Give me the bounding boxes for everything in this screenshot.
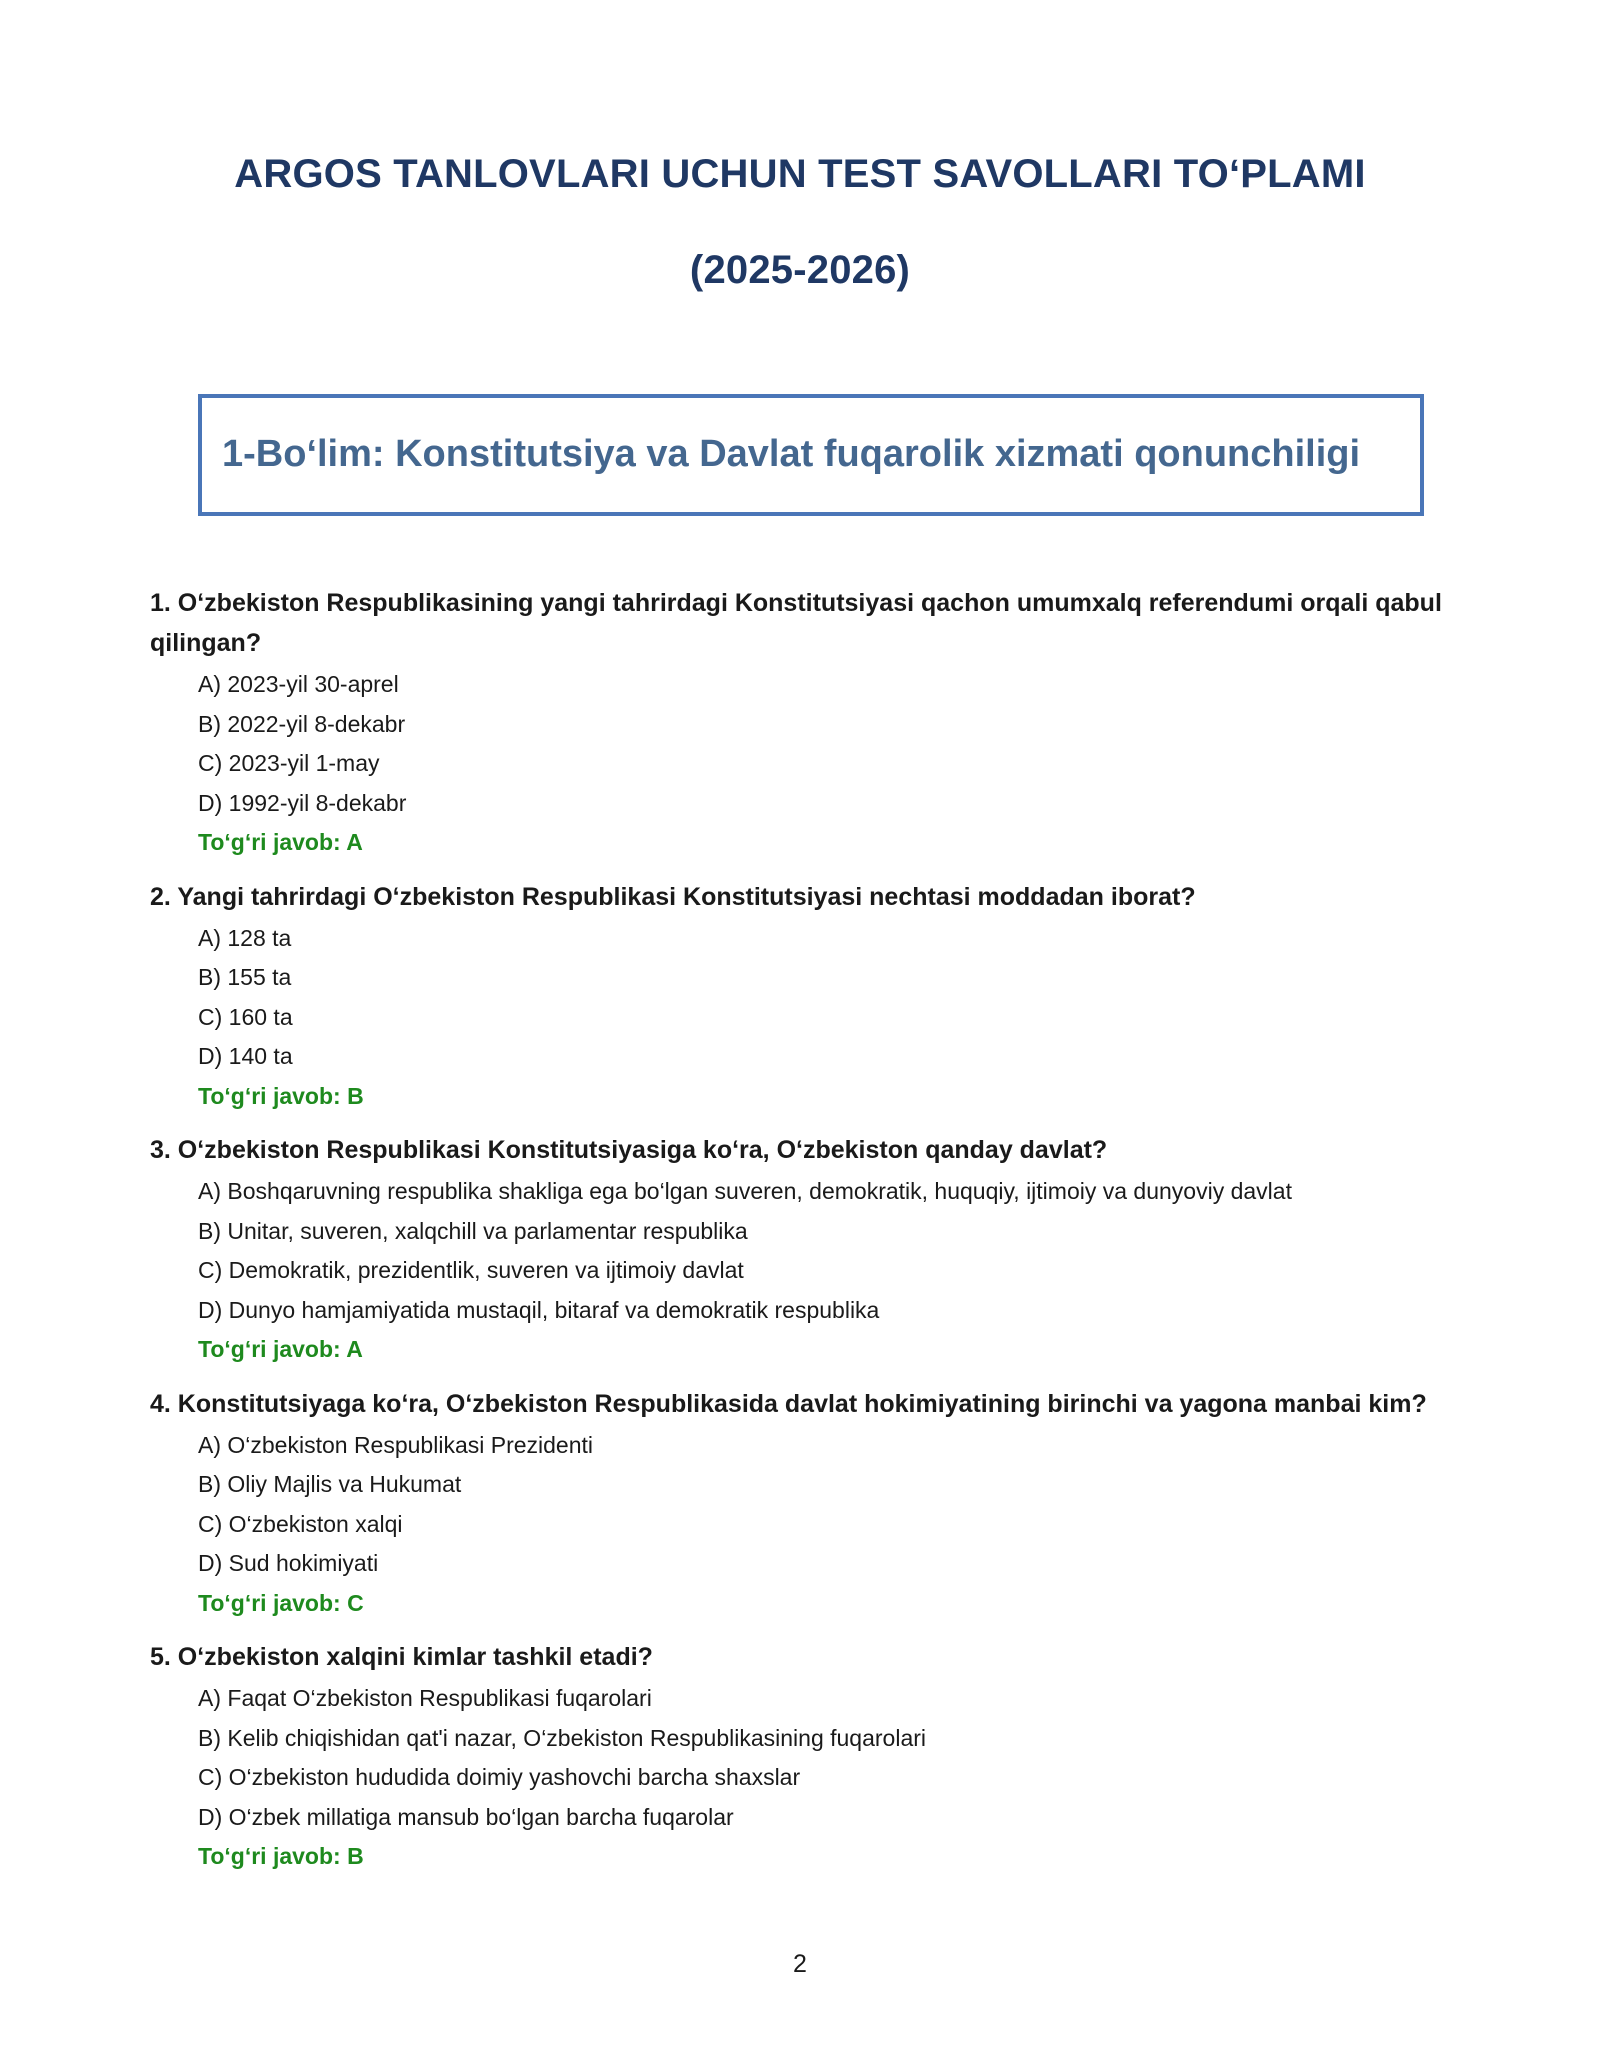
document-title: ARGOS TANLOVLARI UCHUN TEST SAVOLLARI TO‘PLAMI bbox=[234, 152, 1366, 196]
question-item bbox=[150, 583, 1450, 863]
answer-option: A) Faqat O‘zbekiston Respublikasi fuqarolari bbox=[198, 1685, 652, 1711]
answer-option: B) Oliy Majlis va Hukumat bbox=[198, 1471, 462, 1497]
answer-option: D) O‘zbek millatiga mansub bo‘lgan barcha fuqarolar bbox=[198, 1803, 734, 1830]
question-text: 4. Konstitutsiyaga ko‘ra, O‘zbekiston Respublikasida davlat hokimiyatining birinchi va yagona manbai kim? bbox=[150, 1389, 1427, 1418]
correct-answer: To‘g‘ri javob: A bbox=[198, 1336, 363, 1362]
answer-option: C) 2023-yil 1-may bbox=[198, 750, 380, 776]
section-header-box bbox=[198, 394, 1424, 516]
correct-answer: To‘g‘ri javob: B bbox=[198, 1082, 364, 1109]
answer-option: C) O‘zbekiston hududida doimiy yashovchi barcha shaxslar bbox=[198, 1764, 801, 1790]
question-item bbox=[150, 877, 1450, 1117]
answer-option: A) 2023-yil 30-aprel bbox=[198, 671, 399, 697]
page-number: 2 bbox=[793, 1950, 807, 1978]
question-text: 3. O‘zbekiston Respublikasi Konstitutsiyasiga ko‘ra, O‘zbekiston qanday davlat? bbox=[150, 1136, 1108, 1164]
answer-option: B) 155 ta bbox=[198, 964, 292, 990]
answer-option: D) 1992-yil 8-dekabr bbox=[198, 789, 407, 816]
question-text: 2. Yangi tahrirdagi O‘zbekiston Respublikasi Konstitutsiyasi nechtasi moddadan iborat? bbox=[150, 882, 1196, 911]
answer-option: D) Sud hokimiyati bbox=[198, 1550, 379, 1576]
question-item bbox=[150, 1384, 1450, 1624]
question-item bbox=[150, 1130, 1450, 1370]
section-title: 1-Bo‘lim: Konstitutsiya va Davlat fuqarolik xizmati qonunchiligi bbox=[222, 433, 1361, 475]
answer-option: C) 160 ta bbox=[198, 1003, 293, 1030]
correct-answer: To‘g‘ri javob: C bbox=[198, 1589, 364, 1616]
question-list bbox=[150, 583, 1450, 1877]
correct-answer: To‘g‘ri javob: B bbox=[198, 1843, 364, 1869]
answer-option: A) O‘zbekiston Respublikasi Prezidenti bbox=[198, 1431, 594, 1458]
answer-option: B) Unitar, suveren, xalqchill va parlamentar respublika bbox=[198, 1217, 748, 1244]
document-year-range: (2025-2026) bbox=[689, 248, 911, 292]
answer-option: B) Kelib chiqishidan qat'i nazar, O‘zbekiston Respublikasining fuqarolari bbox=[198, 1724, 927, 1751]
answer-option: B) 2022-yil 8-dekabr bbox=[198, 710, 406, 737]
answer-option: D) 140 ta bbox=[198, 1043, 293, 1069]
answer-option: A) Boshqaruvning respublika shakliga ega bo‘lgan suveren, demokratik, huquqiy, ijtimoiy va dunyoviy davlat bbox=[198, 1178, 1292, 1204]
answer-option: C) Demokratik, prezidentlik, suveren va ijtimoiy davlat bbox=[198, 1257, 744, 1283]
question-text: 5. O‘zbekiston xalqini kimlar tashkil etadi? bbox=[150, 1643, 653, 1671]
question-item bbox=[150, 1637, 1450, 1877]
answer-option: C) O‘zbekiston xalqi bbox=[198, 1510, 403, 1537]
correct-answer: To‘g‘ri javob: A bbox=[198, 829, 363, 855]
answer-option: D) Dunyo hamjamiyatida mustaqil, bitaraf va demokratik respublika bbox=[198, 1296, 880, 1323]
answer-option: A) 128 ta bbox=[198, 924, 292, 951]
question-text: 1. O‘zbekiston Respublikasining yangi tahrirdagi Konstitutsiyasi qachon umumxalq referendumi orqali qabul qilingan? bbox=[150, 589, 1442, 657]
